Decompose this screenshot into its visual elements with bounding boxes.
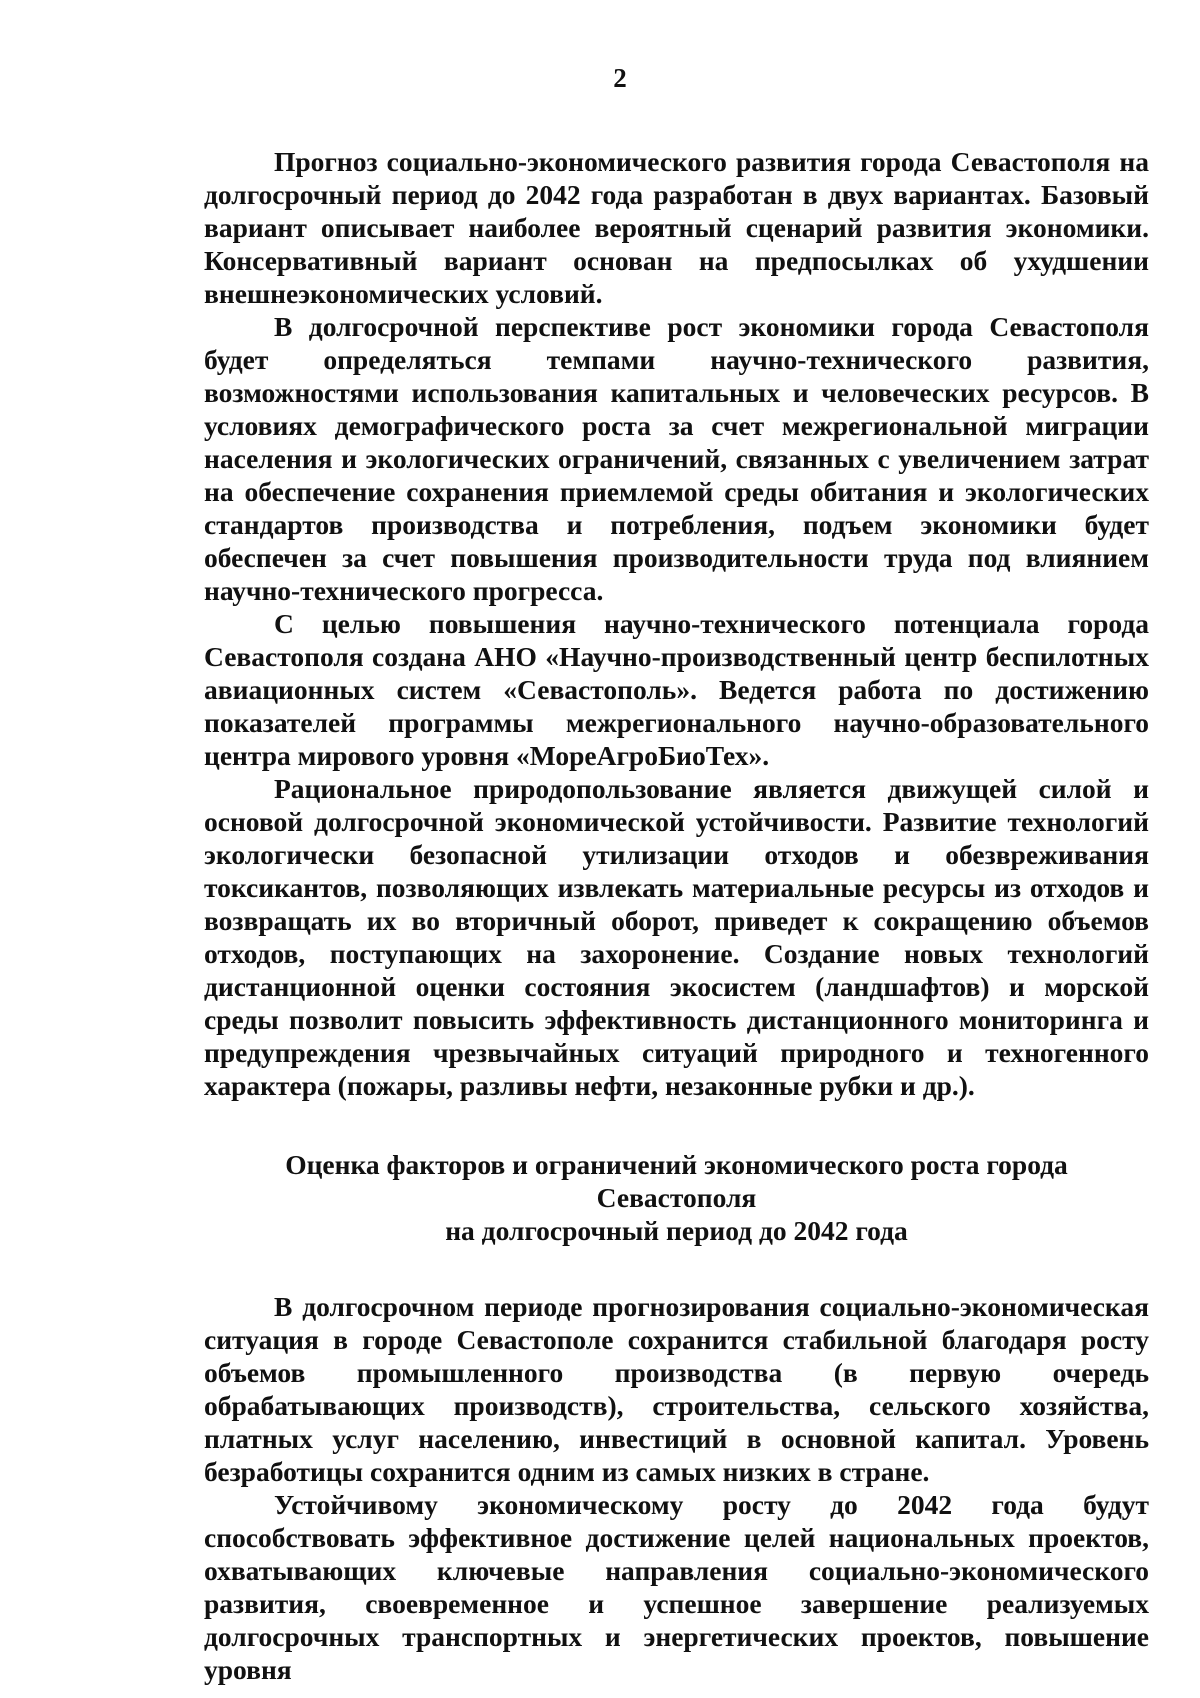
paragraph-sustainable-growth: Устойчивому экономическому росту до 2042 года будут способствовать эффективное достижение целей национальных проектов, охватывающих ключевые направления социально-экономического развития, своевременное и успешное завершение реализуемых долгосрочных транспортных и энергетических проектов, повышение уровня — [204, 1489, 1149, 1685]
document-body — [204, 145, 1149, 1686]
section-heading — [204, 1148, 1149, 1247]
section-heading-line-2: на долгосрочный период до 2042 года — [445, 1215, 908, 1246]
page-number: 2 — [613, 63, 627, 93]
paragraph-forecast-variants: Прогноз социально-экономического развития города Севастополя на долгосрочный период до 2042 года разработан в двух вариантах. Базовый вариант описывает наиболее вероятный сценарий развития экономики. Консервативный вариант основан на предпосылках об ухудшении внешнеэкономических условий. — [204, 146, 1149, 309]
paragraph-stable-situation: В долгосрочном периоде прогнозирования социально-экономическая ситуация в городе Севастополе сохранится стабильной благодаря росту объемов промышленного производства (в первую очередь обрабатывающих производств), строительства, сельского хозяйства, платных услуг населению, инвестиций в основной капитал. Уровень безработицы сохранится одним из самых низких в стране. — [204, 1291, 1149, 1487]
paragraph-scientific-potential: С целью повышения научно-технического потенциала города Севастополя создана АНО «Научно-производственный центр беспилотных авиационных систем «Севастополь». Ведется работа по достижению показателей программы межрегионального научно-образовательного центра мирового уровня «МореАгроБиоТех». — [204, 608, 1149, 771]
paragraph-nature-management: Рациональное природопользование является движущей силой и основой долгосрочной экономической устойчивости. Развитие технологий экологически безопасной утилизации отходов и обезвреживания токсикантов, позволяющих извлекать материальные ресурсы из отходов и возвращать их во вторичный оборот, приведет к сокращению объемов отходов, поступающих на захоронение. Создание новых технологий дистанционной оценки состояния экосистем (ландшафтов) и морской среды позволит повысить эффективность дистанционного мониторинга и предупреждения чрезвычайных ситуаций природного и техногенного характера (пожары, разливы нефти, незаконные рубки и др.). — [204, 773, 1149, 1101]
section-heading-line-1: Оценка факторов и ограничений экономического роста города Севастополя — [285, 1149, 1068, 1213]
paragraph-long-term-growth: В долгосрочной перспективе рост экономики города Севастополя будет определяться темпами научно-технического развития, возможностями использования капитальных и человеческих ресурсов. В условиях демографического роста за счет межрегиональной миграции населения и экологических ограничений, связанных с увеличением затрат на обеспечение сохранения приемлемой среды обитания и экологических стандартов производства и потребления, подъем экономики будет обеспечен за счет повышения производительности труда под влиянием научно-технического прогресса. — [204, 311, 1149, 606]
